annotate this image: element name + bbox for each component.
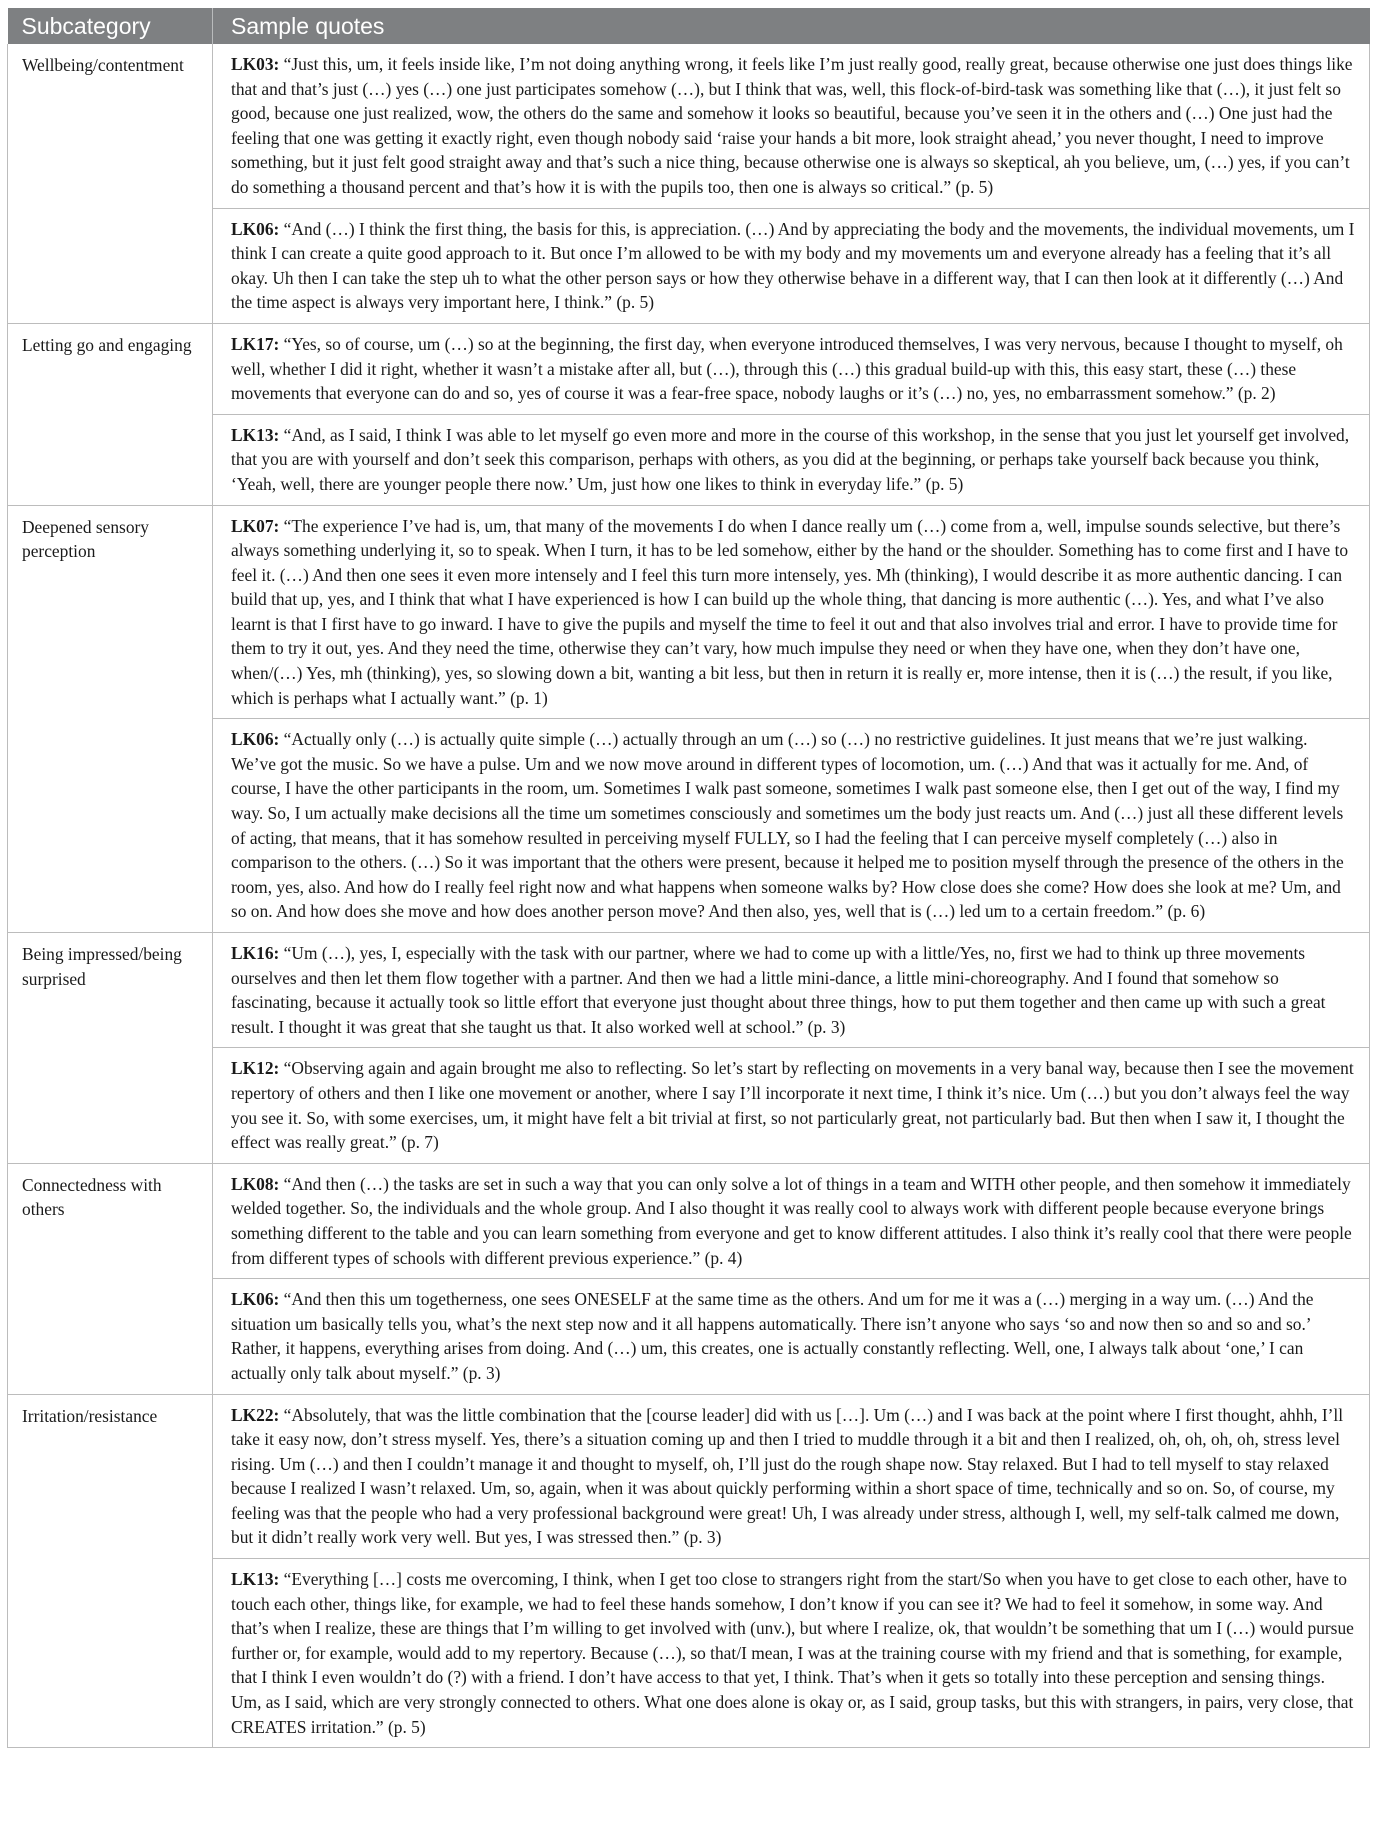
table-row [8, 44, 1370, 208]
quote-cell [213, 1048, 1370, 1163]
quote-text: “And then (…) the tasks are set in such a way that you can only solve a lot of things in a team and WITH other people, and then somehow it immediately welded together. So, the individuals and the whole group. And I also thought it was really cool to always work with different people because everyone brings something different to the table and you can learn something from everyone and get to know different attitudes. I also think it’s really cool that there were people from different types of schools with different previous experience.” (p. 4) [231, 1173, 1352, 1268]
table-row [8, 414, 1370, 505]
quote-text: “Absolutely, that was the little combination that the [course leader] did with us […]. Um (…) and I was back at the point where I first thought, ahhh, I’ll take it easy now, don’t stress myself. Yes, there’s a situation coming up and then I tried to muddle through it a bit and then I realized, oh, oh, oh, oh, stress level rising. Um (…) and then I couldn’t manage it and thought to myself, oh, I’ll just do the rough shape now. Stay relaxed. But I had to tell myself to stay relaxed because I realized I wasn’t relaxed. Um, so, again, when it was about quickly performing within a short space of time, technically and so on. So, of course, my feeling was that the people who had a very professional background were great! Uh, I was already under stress, although I, well, my self-talk calmed me down, but it didn’t really work very well. But yes, I was stressed then.” (p. 3) [231, 1404, 1344, 1548]
quote-cell [213, 719, 1370, 933]
quote-cell [213, 1163, 1370, 1278]
speaker-id: LK16: [231, 943, 280, 963]
table-row [8, 1163, 1370, 1278]
table-row [8, 208, 1370, 323]
quote-text: “The experience I’ve had is, um, that many of the movements I do when I dance really um (…) come from a, well, impulse sounds selective, but there’s always something underlying it, so to speak. When I turn, it has to be led somehow, either by the hand or the shoulder. Something has to come first and I have to feel it. (…) And then one sees it even more intensely and I feel this turn more intensely, yes. Mh (thinking), I would describe it as more authentic dancing. I can build that up, yes, and I think that what I have experienced is how I can build up the whole thing, that dancing is more authentic (…). Yes, and what I’ve also learnt is that I first have to go inward. I have to give the pupils and myself the time to feel it out and that also involves trial and error. I have to provide time for them to try it out, yes. And they need the time, otherwise they can’t vary, how much impulse they need or when they have one, when they don’t have one, when/(…) Yes, mh (thinking), yes, so slowing down a bit, wanting a bit less, but then in return it is really er, more intense, then it is (…) the result, if you like, which is perhaps what I actually want.” (p. 1) [231, 515, 1349, 708]
table-row [8, 933, 1370, 1048]
speaker-id: LK08: [231, 1173, 280, 1194]
header-subcategory: Subcategory [8, 8, 213, 44]
table-row [8, 505, 1370, 719]
subcategory-cell: Letting go and engaging [8, 323, 213, 505]
quote-text: “Yes, so of course, um (…) so at the beginning, the first day, when everyone introduced themselves, I was very nervous, because I thought to myself, oh well, whether I did it right, whether it wasn’t a mistake after all, but (…), through this (…) this gradual build-up with this, this easy start, these (…) these movements that everyone can do and so, yes of course it was a fear-free space, nobody laughs or it’s (…) no, yes, no embarrassment somehow.” (p. 2) [231, 333, 1343, 404]
quote-cell [213, 414, 1370, 505]
header-row [8, 8, 1370, 44]
quote-cell [213, 323, 1370, 414]
speaker-id: LK06: [231, 1289, 280, 1310]
quote-text: “Actually only (…) is actually quite simple (…) actually through an um (…) so (…) no restrictive guidelines. It just means that we’re just walking. We’ve got the music. So we have a pulse. Um and we now move around in different types of locomotion, um. (…) And that was it actually for me. And, of course, I have the other participants in the room, um. Sometimes I walk past someone, sometimes I walk past someone else, then I get out of the way, I find my way. So, I um actually make decisions all the time um sometimes consciously and sometimes um the body just reacts um. And (…) just all these different levels of acting, that means, that it has somehow resulted in perceiving myself FULLY, so I had the feeling that I can perceive myself completely (…) also in comparison to the others. (…) So it was important that the others were present, because it helped me to position myself through the presence of the others in the room, yes, also. And how do I really feel right now and what happens when someone walks by? How close does she come? How does she look at me? Um, and so on. And how does she move and how does another person move? And then also, yes, well that is (…) led um to a certain freedom.” (p. 6) [231, 729, 1344, 922]
quotes-table [7, 8, 1370, 1748]
speaker-id: LK06: [231, 729, 280, 750]
table-row [8, 1394, 1370, 1559]
speaker-id: LK17: [231, 333, 280, 354]
quote-cell [213, 505, 1370, 719]
quote-text: “Just this, um, it feels inside like, I’m not doing anything wrong, it feels like I’m just really good, really great, because otherwise one just does things like that and that’s just (…) yes (…) one just participates somehow (…), but I think that was, well, this flock-of-bird-task was something like that (…), it just felt so good, because one just realized, wow, the others do the same and somehow it looks so beautiful, because you’ve seen it in the others and (…) One just had the feeling that one was getting it exactly right, even though nobody said ‘raise your hands a bit more, look straight ahead,’ you never thought, I need to improve something, but it just felt good straight away and that’s such a nice thing, because otherwise one is always so skeptical, ah you believe, um, (…) yes, if you can’t do something a thousand percent and that’s how it is with the pupils too, then one is always so critical.” (p. 5) [231, 54, 1353, 197]
subcategory-cell: Irritation/resistance [8, 1394, 213, 1748]
quote-cell [213, 208, 1370, 323]
speaker-id: LK13: [231, 424, 280, 445]
subcategory-cell: Connectedness with others [8, 1163, 213, 1394]
subcategory-cell: Being impressed/being surprised [8, 933, 213, 1164]
quote-cell [213, 1394, 1370, 1559]
table-row [8, 323, 1370, 414]
table-row [8, 1048, 1370, 1163]
speaker-id: LK22: [231, 1404, 280, 1425]
subcategory-cell: Deepened sensory perception [8, 505, 213, 933]
quote-cell [213, 44, 1370, 208]
speaker-id: LK12: [231, 1058, 280, 1079]
quote-text: “And (…) I think the first thing, the basis for this, is appreciation. (…) And by appreciating the body and the movements, the individual movements, um I think I can create a quite good approach to it. But once I’m allowed to be with my body and my movements um and everyone already has a feeling that it’s all okay. Uh then I can take the step uh to what the other person says or how they otherwise behave in a different way, that I can then look at it differently (…) And the time aspect is always very important here, I think.” (p. 5) [231, 218, 1355, 313]
subcategory-cell: Wellbeing/contentment [8, 44, 213, 323]
speaker-id: LK07: [231, 515, 280, 536]
quote-cell [213, 1279, 1370, 1394]
header-sample-quotes: Sample quotes [213, 8, 1370, 44]
speaker-id: LK03: [231, 54, 280, 74]
speaker-id: LK06: [231, 218, 280, 239]
table-row [8, 719, 1370, 933]
quote-text: “And, as I said, I think I was able to let myself go even more and more in the course of this workshop, in the sense that you just let yourself get involved, that you are with yourself and don’t seek this comparison, perhaps with others, as you did at the beginning, or perhaps take yourself back because you think, ‘Yeah, well, there are younger people there now.’ Um, just how one likes to think in everyday life.” (p. 5) [231, 424, 1350, 494]
table-header [8, 8, 1370, 44]
quote-cell [213, 1559, 1370, 1748]
speaker-id: LK13: [231, 1569, 280, 1590]
quote-text: “Um (…), yes, I, especially with the task with our partner, where we had to come up with a little/Yes, no, first we had to think up three movements ourselves and then let them flow together with a partner. And then we had a little mini-dance, a little mini-choreography. And I found that somehow so fascinating, because it actually took so little effort that everyone just thought about three things, how to put them together and then came up with such a great result. I thought it was great that she taught us that. It also worked well at school.” (p. 3) [231, 943, 1326, 1037]
quote-text: “Observing again and again brought me also to reflecting. So let’s start by reflecting on movements in a very banal way, because then I see the movement repertory of others and then I like one movement or another, where I say I’ll incorporate it next time, I think it’s nice. Um (…) but you don’t always feel the way you see it. So, with some exercises, um, it might have felt a bit trivial at first, so not particularly great, not particularly bad. But then when I saw it, I thought the effect was really great.” (p. 7) [231, 1058, 1354, 1153]
quote-cell [213, 933, 1370, 1048]
table-body [8, 44, 1370, 1748]
table-row [8, 1559, 1370, 1748]
quote-text: “And then this um togetherness, one sees ONESELF at the same time as the others. And um for me it was a (…) merging in a way um. (…) And the situation um basically tells you, what’s the next step now and it all happens automatically. There isn’t anyone who says ‘so and now then so and so and so.’ Rather, it happens, everything arises from doing. And (…) um, this creates, one is actually constantly reflecting. Well, one, I always talk about ‘one,’ I can actually only talk about myself.” (p. 3) [231, 1289, 1314, 1383]
table-row [8, 1279, 1370, 1394]
quote-text: “Everything […] costs me overcoming, I think, when I get too close to strangers right from the start/So when you have to get close to each other, have to touch each other, things like, for example, we had to feel these hands somehow, I don’t know if you can see it? We had to feel it somehow, in some way. And that’s when I realize, these are things that I’m willing to get involved with (unv.), but where I realize, ok, that wouldn’t be something that um I (…) would pursue further or, for example, would add to my repertory. Because (…), so that/I mean, I was at the training course with my friend and that is something, for example, that I think I even wouldn’t do (?) with a friend. I don’t have access to that yet, I think. That’s when it gets so totally into these perception and sensing things. Um, as I said, which are very strongly connected to others. What one does alone is okay or, as I said, group tasks, but this with strangers, in pairs, very close, that CREATES irritation.” (p. 5) [231, 1569, 1354, 1737]
